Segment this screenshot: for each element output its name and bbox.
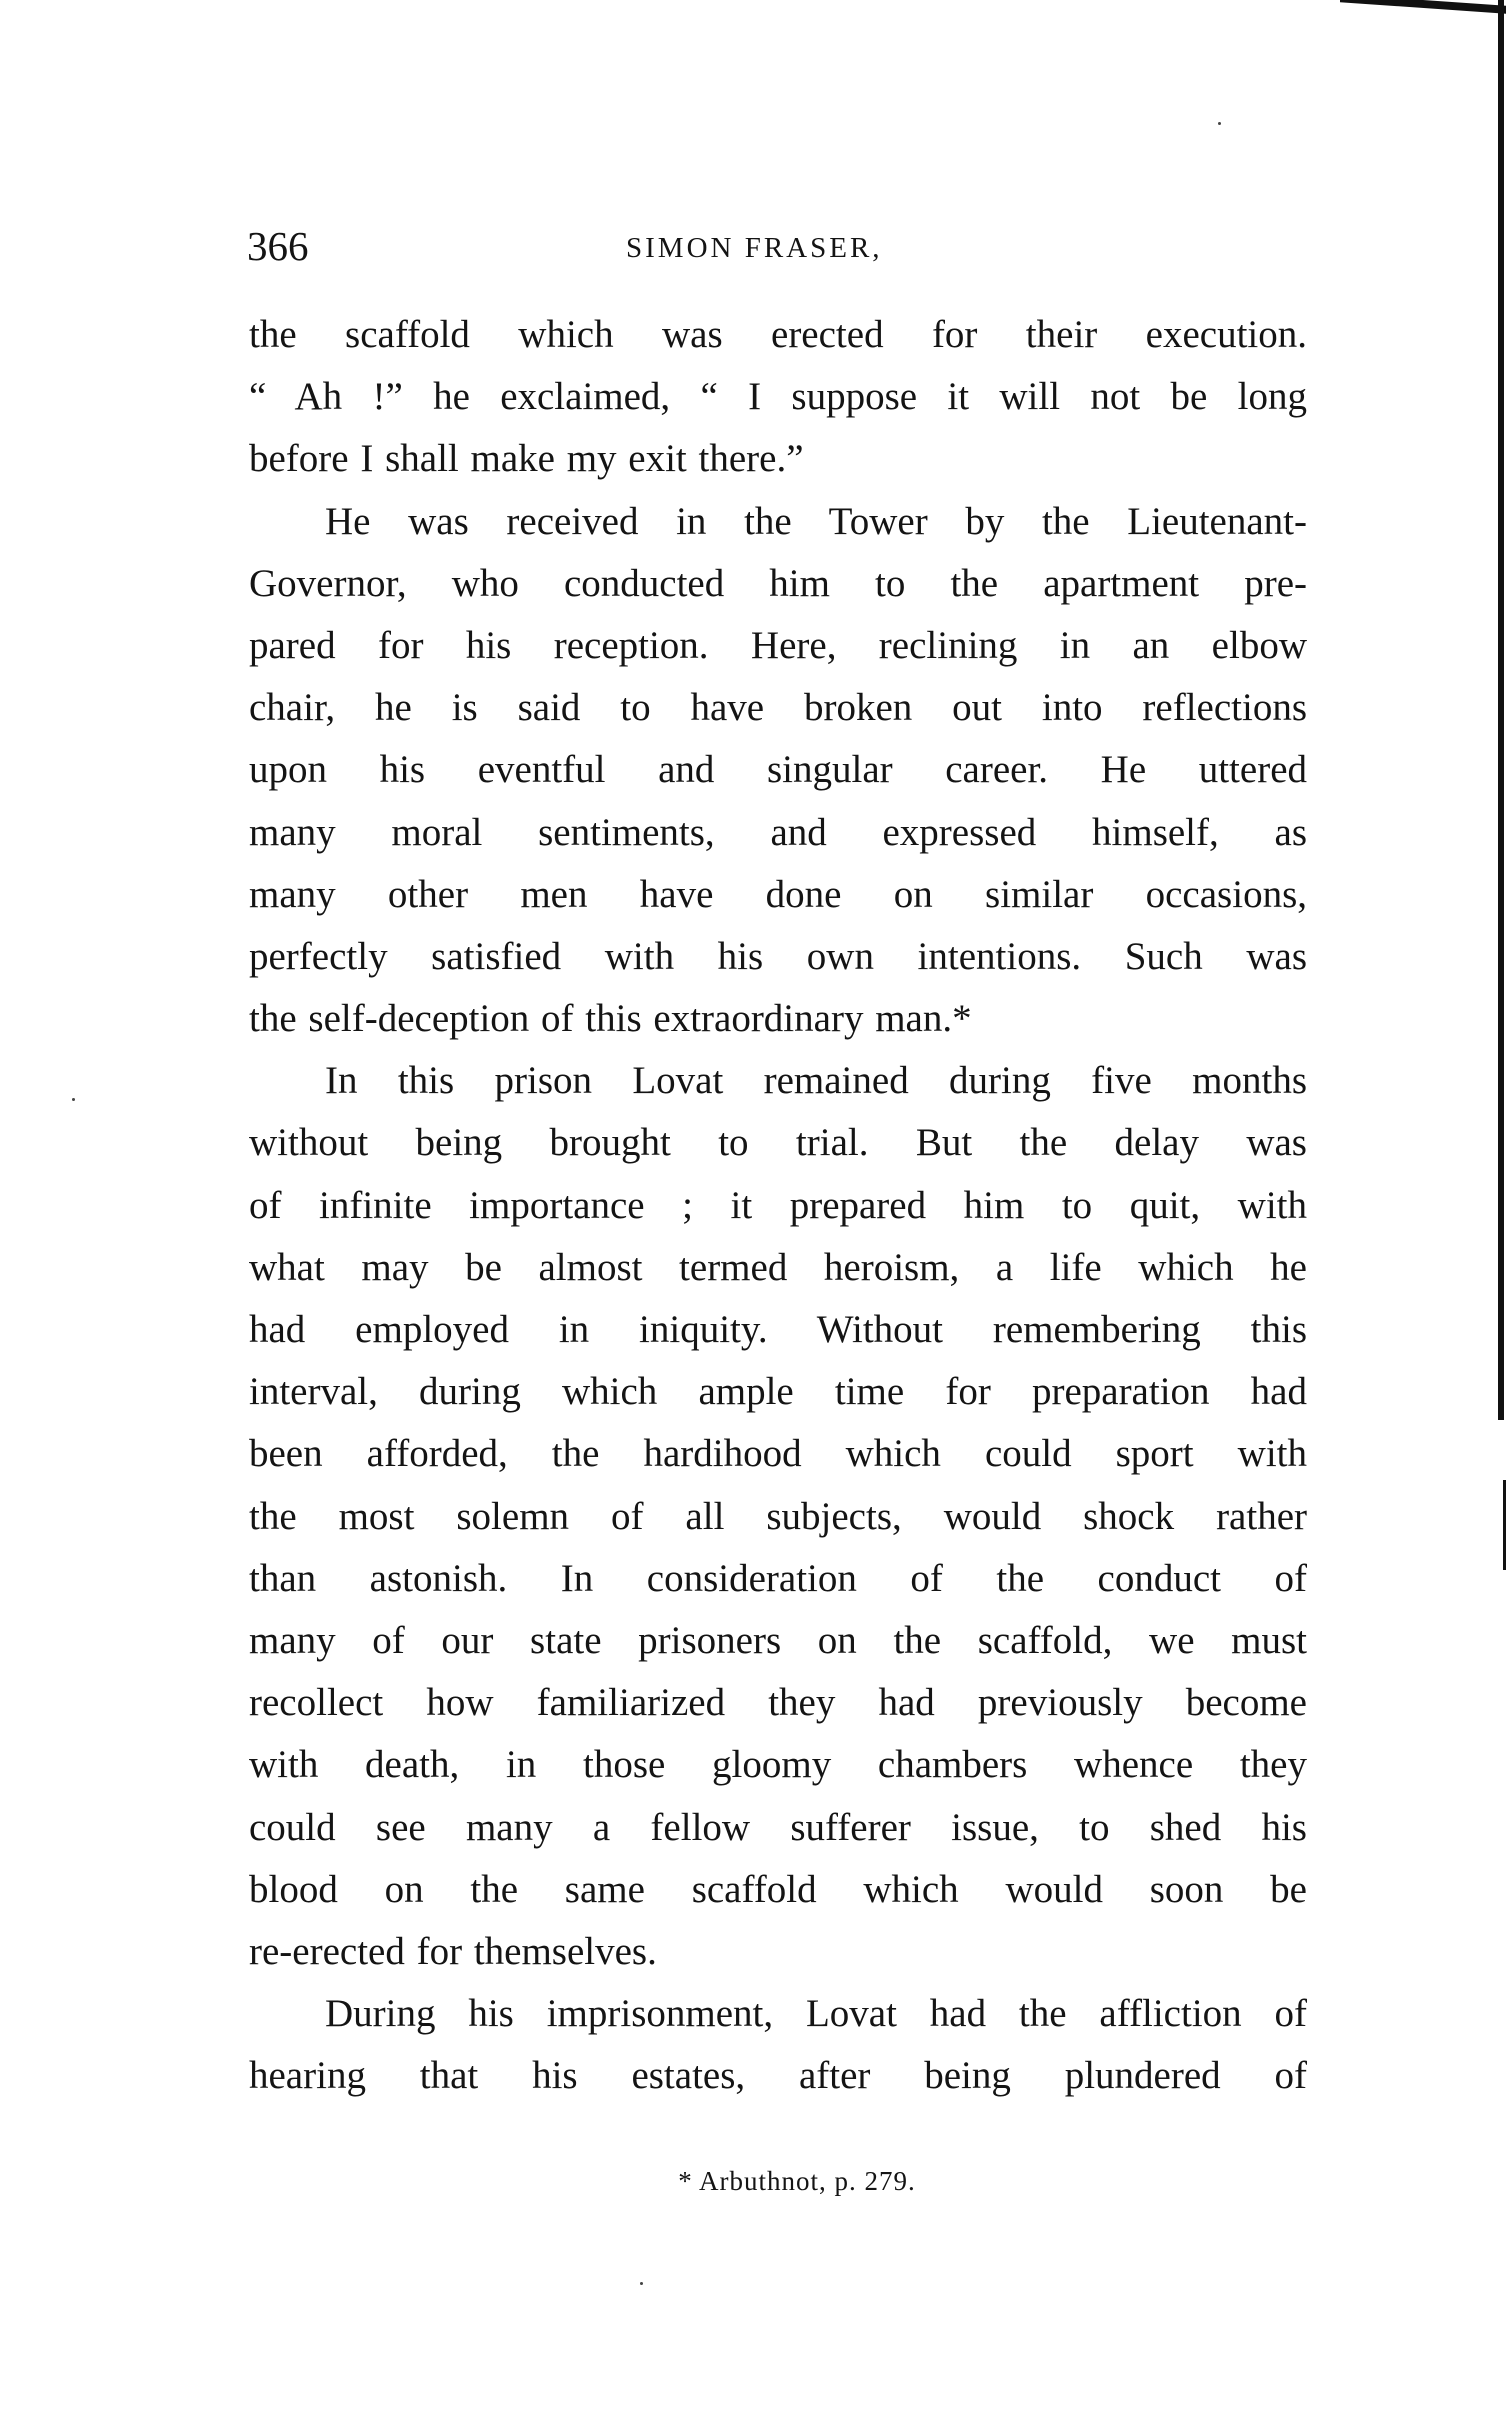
paragraph (249, 1983, 1307, 2107)
text-line: chair, he is said to have broken out into reflections (249, 686, 1307, 730)
text-line: perfectly satisfied with his own intentions. Such was (249, 934, 1307, 978)
paragraph (249, 304, 1307, 491)
text-line: pared for his reception. Here, reclining in an elbow (249, 623, 1307, 667)
text-line: blood on the same scaffold which would soon be (249, 1867, 1307, 1911)
text-line: In this prison Lovat remained during five months (325, 1059, 1307, 1103)
page-edge-line (1498, 0, 1504, 1420)
footnote: * Arbuthnot, p. 279. (678, 2166, 916, 2196)
text-line: than astonish. In consideration of the conduct of (249, 1556, 1307, 1600)
text-line: the self-deception of this extraordinary man.* (249, 997, 972, 1041)
speck (1218, 122, 1221, 125)
paragraph (249, 1050, 1307, 1983)
text-line: hearing that his estates, after being plundered of (249, 2054, 1307, 2098)
speck (640, 2282, 643, 2285)
text-line: the scaffold which was erected for their execution. (249, 313, 1307, 356)
page-edge-top-mark (1340, 0, 1506, 14)
page-number: 366 (247, 223, 309, 269)
text-line: many of our state prisoners on the scaffold, we must (249, 1618, 1307, 1662)
text-line: what may be almost termed heroism, a life which he (249, 1245, 1307, 1289)
speck (72, 1098, 75, 1101)
text-line: many moral sentiments, and expressed himself, as (249, 810, 1307, 854)
text-line: without being brought to trial. But the delay was (249, 1121, 1307, 1165)
running-head: SIMON FRASER, (626, 232, 883, 264)
text-line: of infinite importance ; it prepared him to quit, with (249, 1183, 1307, 1227)
text-line: had employed in iniquity. Without remembering this (249, 1308, 1307, 1351)
text-line: the most solemn of all subjects, would shock rather (249, 1494, 1307, 1538)
body-text (249, 304, 1307, 2107)
text-line: interval, during which ample time for preparation had (249, 1370, 1307, 1414)
paragraph (249, 491, 1307, 1051)
text-line: re-erected for themselves. (249, 1929, 657, 1973)
text-line: could see many a fellow sufferer issue, to shed his (249, 1805, 1307, 1849)
text-line: During his imprisonment, Lovat had the affliction of (325, 1992, 1307, 2036)
text-line: before I shall make my exit there.” (249, 437, 804, 481)
text-line: upon his eventful and singular career. He uttered (249, 748, 1307, 792)
text-line: many other men have done on similar occasions, (249, 872, 1307, 916)
text-line: “ Ah !” he exclaimed, “ I suppose it will not be long (249, 375, 1307, 419)
text-line: He was received in the Tower by the Lieutenant- (325, 499, 1307, 543)
text-line: Governor, who conducted him to the apartment pre- (249, 561, 1307, 605)
text-line: been afforded, the hardihood which could sport with (249, 1432, 1307, 1476)
text-line: with death, in those gloomy chambers whence they (249, 1743, 1307, 1787)
text-line: recollect how familiarized they had previously become (249, 1681, 1307, 1725)
